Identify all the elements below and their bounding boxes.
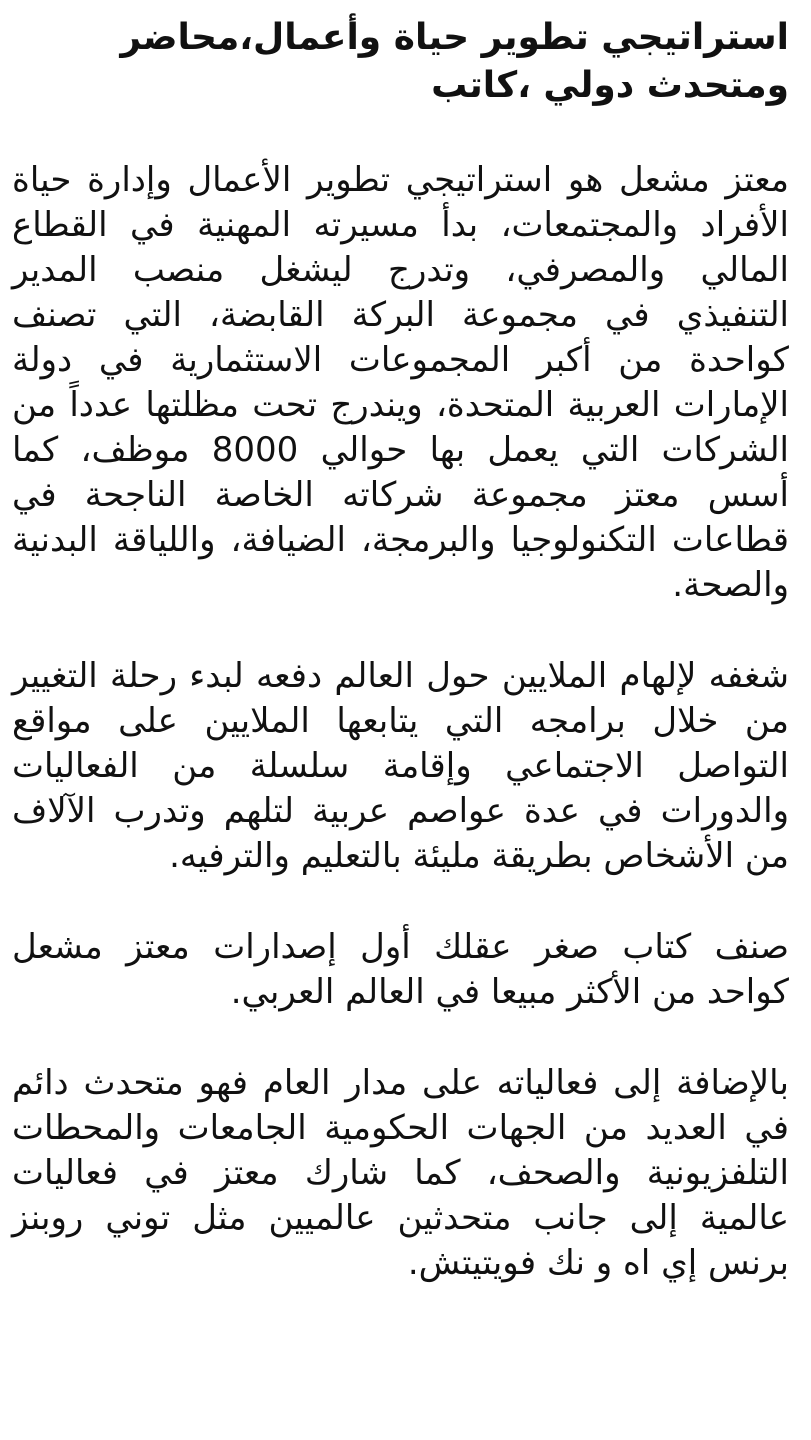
book-paragraph: صنف كتاب صغر عقلك أول إصدارات معتز مشعل كواحد من الأكثر مبيعا في العالم العربي. xyxy=(12,927,789,1012)
speaking-paragraph: بالإضافة إلى فعالياته على مدار العام فهو متحدث دائم في العديد من الجهات الحكومية الجامعات والمحطات التلفزيونية والصحف، كما شارك معتز في فعاليات عالمية إلى جانب متحدثين عالميين مثل توني روبنز برنس إي اه و نك فويتيتش. xyxy=(12,1063,789,1283)
passion-paragraph: شغفه لإلهام الملايين حول العالم دفعه لبدء رحلة التغيير من خلال برامجه التي يتابعها الملايين على مواقع التواصل الاجتماعي وإقامة سلسلة من الفعاليات والدورات في عدة عواصم عربية لتلهم وتدرب الآلاف من الأشخاص بطريقة مليئة بالتعليم والترفيه. xyxy=(12,656,789,876)
article-title: استراتيجي تطوير حياة وأعمال،محاضر ومتحدث دولي ،كاتب xyxy=(120,17,789,106)
bio-paragraph: معتز مشعل هو استراتيجي تطوير الأعمال وإدارة حياة الأفراد والمجتمعات، بدأ مسيرته المهنية في القطاع المالي والمصرفي، وتدرج ليشغل منصب المدير التنفيذي في مجموعة البركة القابضة، التي تصنف كواحدة من أكبر المجموعات الاستثمارية في دولة الإمارات العربية المتحدة، ويندرج تحت مظلتها عدداً من الشركات التي يعمل بها حوالي 8000 موظف، كما أسس معتز مجموعة شركاته الخاصة الناجحة في قطاعات التكنولوجيا والبرمجة، الضيافة، واللياقة البدنية والصحة. xyxy=(12,160,790,605)
